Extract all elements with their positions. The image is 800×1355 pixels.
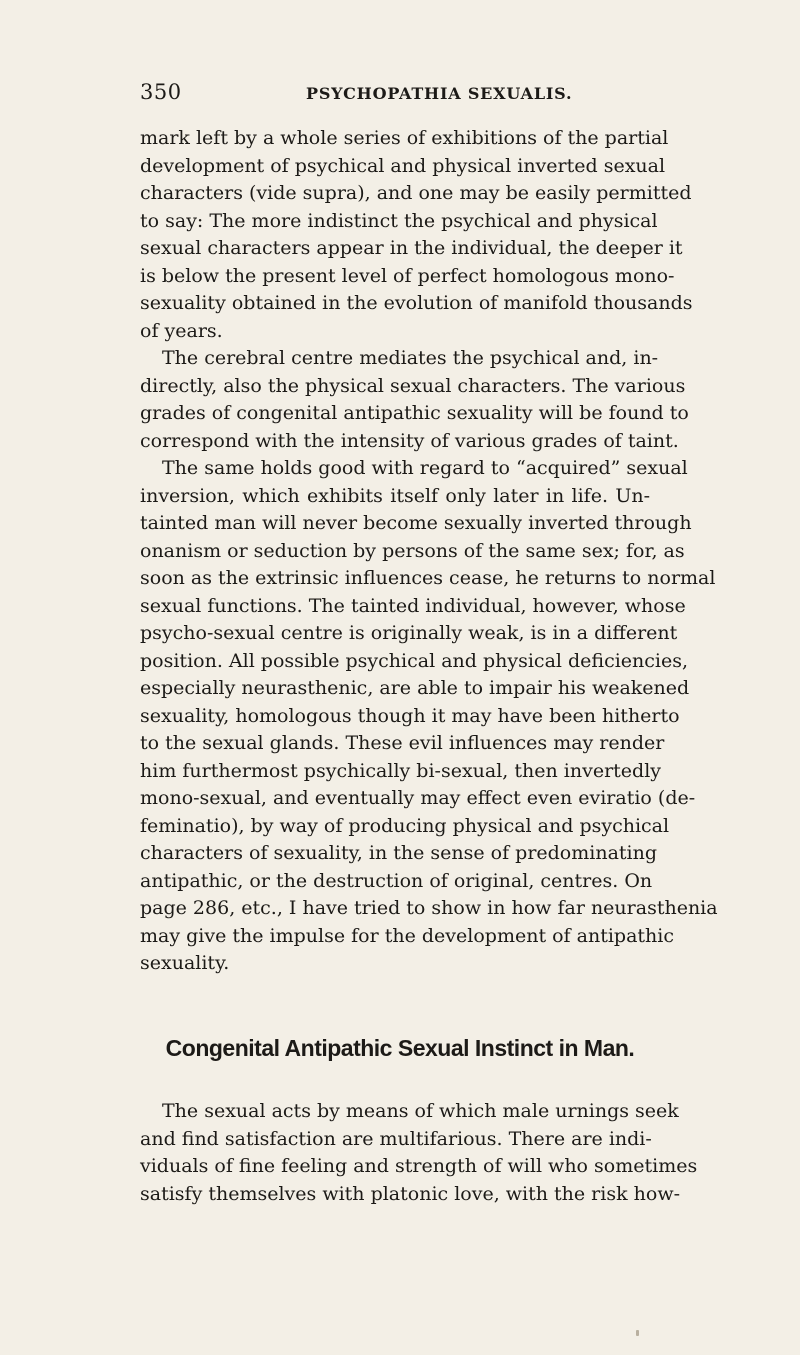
text-line: The same holds good with regard to “acquired” sexual: [162, 457, 688, 479]
text-line: viduals of fine feeling and strength of will who sometimes: [140, 1155, 698, 1177]
body-text-top: [140, 125, 718, 978]
text-line: development of psychical and physical inverted sexual: [140, 154, 666, 177]
text-line: sexuality, homologous though it may have been hitherto: [140, 704, 680, 727]
text-line: and find satisfaction are multifarious. There are indi-: [140, 1127, 652, 1150]
text-line: is below the present level of perfect homologous mono-: [140, 264, 675, 287]
text-line: sexual characters appear in the individual, the deeper it: [140, 237, 683, 259]
text-line: tainted man will never become sexually inverted through: [140, 512, 692, 534]
text-line: soon as the extrinsic influences cease, he returns to normal: [140, 567, 716, 589]
text-line: sexuality obtained in the evolution of manifold thousands: [140, 292, 693, 314]
text-line: especially neurasthenic, are able to impair his weakened: [140, 677, 690, 699]
text-line: position. All possible psychical and physical deficiencies,: [140, 649, 689, 672]
text-line: mono-sexual, and eventually may effect even eviratio (de-: [140, 787, 696, 809]
section-heading: Congenital Antipathic Sexual Instinct in Man.: [165, 1035, 635, 1061]
text-line: onanism or seduction by persons of the same sex; for, as: [140, 539, 685, 562]
text-line: inversion, which exhibits itself only later in life. Un-: [140, 484, 650, 507]
text-line: feminatio), by way of producing physical and psychical: [140, 814, 670, 837]
text-line: psycho-sexual centre is originally weak, is in a different: [140, 622, 678, 644]
text-line: characters of sexuality, in the sense of predominating: [140, 842, 658, 864]
text-line: to the sexual glands. These evil influences may render: [140, 732, 665, 754]
text-line: The sexual acts by means of which male urnings seek: [162, 1100, 679, 1122]
text-line: page 286, etc., I have tried to show in how far neurasthenia: [140, 897, 718, 919]
text-line: of years.: [140, 319, 223, 342]
print-speck: [636, 1330, 639, 1336]
text-line: mark left by a whole series of exhibitions of the partial: [140, 127, 669, 149]
text-line: may give the impulse for the development of antipathic: [140, 924, 674, 947]
text-line: to say: The more indistinct the psychical and physical: [140, 209, 658, 232]
text-line: characters (vide supra), and one may be easily permitted: [140, 182, 692, 204]
text-line: him furthermost psychically bi-sexual, then invertedly: [140, 759, 662, 782]
text-line: satisfy themselves with platonic love, with the risk how-: [140, 1182, 681, 1205]
text-line: The cerebral centre mediates the psychical and, in-: [162, 347, 659, 369]
text-line: sexual functions. The tainted individual, however, whose: [140, 594, 686, 617]
text-line: directly, also the physical sexual characters. The various: [140, 374, 686, 397]
running-head: [140, 80, 660, 110]
text-line: grades of congenital antipathic sexuality will be found to: [140, 402, 689, 424]
text-line: sexuality.: [140, 952, 230, 974]
running-title: PSYCHOPATHIA SEXUALIS.: [306, 84, 573, 103]
text-line: antipathic, or the destruction of original, centres. On: [140, 869, 653, 892]
text-line: correspond with the intensity of various grades of taint.: [140, 429, 679, 452]
body-text-bottom: [140, 1098, 698, 1208]
page-number: 350: [140, 80, 182, 104]
